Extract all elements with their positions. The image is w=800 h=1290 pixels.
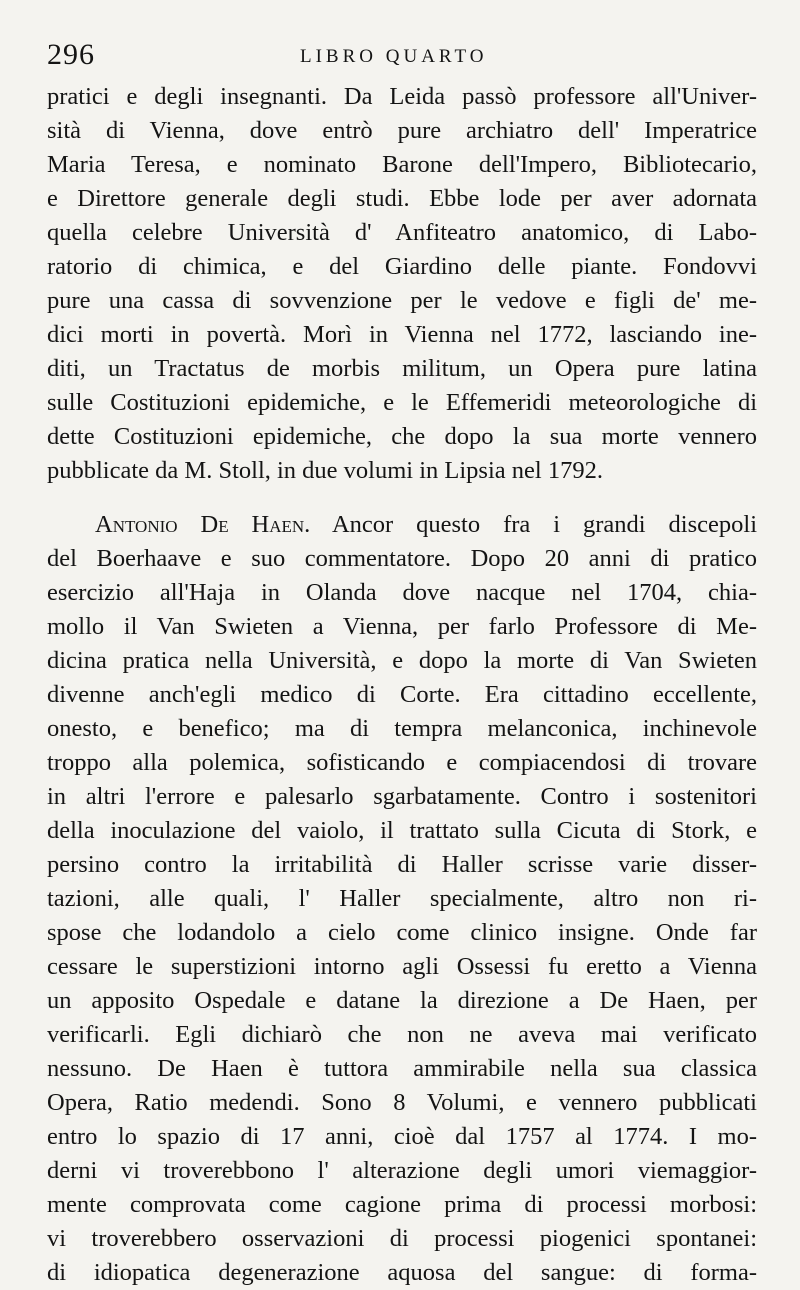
- text-line: dici morti in povertà. Morì in Vienna nel 1772, lasciando ine-: [47, 321, 757, 348]
- text-line: vi troverebbero osservazioni di processi piogenici spontanei:: [47, 1225, 757, 1252]
- text-line: cessare le superstizioni intorno agli Ossessi fu eretto a Vienna: [47, 953, 757, 980]
- text-line: mente comprovata come cagione prima di processi morbosi:: [47, 1191, 757, 1218]
- text-line: pubblicate da M. Stoll, in due volumi in Lipsia nel 1792.: [47, 457, 603, 484]
- text-line: pure una cassa di sovvenzione per le vedove e figli de' me-: [47, 287, 757, 314]
- text-line: troppo alla polemica, sofisticando e compiacendosi di trovare: [47, 749, 757, 776]
- text-line: e Direttore generale degli studi. Ebbe lode per aver adornata: [47, 185, 757, 212]
- text-line: sità di Vienna, dove entrò pure archiatro dell' Imperatrice: [47, 117, 757, 144]
- text-line: diti, un Tractatus de morbis militum, un Opera pure latina: [47, 355, 757, 382]
- text-line: di idiopatica degenerazione aquosa del sangue: di forma-: [47, 1259, 757, 1286]
- text-line: pratici e degli insegnanti. Da Leida passò professore all'Univer-: [47, 83, 757, 110]
- text-line: dicina pratica nella Università, e dopo la morte di Van Swieten: [47, 647, 757, 674]
- page-number: 296: [47, 38, 95, 71]
- text-line: Maria Teresa, e nominato Barone dell'Impero, Bibliotecario,: [47, 151, 757, 178]
- text-line: entro lo spazio di 17 anni, cioè dal 1757 al 1774. I mo-: [47, 1123, 757, 1150]
- text-line: derni vi troverebbono l' alterazione degli umori viemaggior-: [47, 1157, 757, 1184]
- text-line: onesto, e benefico; ma di tempra melanconica, inchinevole: [47, 715, 757, 742]
- text-line: in altri l'errore e palesarlo sgarbatamente. Contro i sostenitori: [47, 783, 757, 810]
- text-line: persino contro la irritabilità di Haller scrisse varie disser-: [47, 851, 757, 878]
- text-line: verificarli. Egli dichiarò che non ne aveva mai verificato: [47, 1021, 757, 1048]
- paragraph-first-line: [47, 508, 757, 542]
- text-line: mollo il Van Swieten a Vienna, per farlo Professore di Me-: [47, 613, 757, 640]
- text-line: un apposito Ospedale e datane la direzione a De Haen, per: [47, 987, 757, 1014]
- text-line: della inoculazione del vaiolo, il trattato sulla Cicuta di Stork, e: [47, 817, 757, 844]
- text-line: del Boerhaave e suo commentatore. Dopo 20 anni di pratico: [47, 545, 757, 572]
- text-line: Opera, Ratio medendi. Sono 8 Volumi, e vennero pubblicati: [47, 1089, 757, 1116]
- text-line: spose che lodandolo a cielo come clinico insigne. Onde far: [47, 919, 757, 946]
- text-line: divenne anch'egli medico di Corte. Era cittadino eccellente,: [47, 681, 757, 708]
- text-line: nessuno. De Haen è tuttora ammirabile nella sua classica: [47, 1055, 757, 1082]
- text-line: esercizio all'Haja in Olanda dove nacque nel 1704, chia-: [47, 579, 757, 606]
- text-line: dette Costituzioni epidemiche, che dopo la sua morte vennero: [47, 423, 757, 450]
- text-line: tazioni, alle quali, l' Haller specialmente, altro non ri-: [47, 885, 757, 912]
- text-line: quella celebre Università d' Anfiteatro anatomico, di Labo-: [47, 219, 757, 246]
- text-line: ratorio di chimica, e del Giardino delle piante. Fondovvi: [47, 253, 757, 280]
- page-header: [47, 38, 767, 78]
- text-line: sulle Costituzioni epidemiche, e le Effemeridi meteorologiche di: [47, 389, 757, 416]
- section-heading: Antonio De Haen.: [95, 511, 311, 538]
- text-line: Ancor questo fra i grandi discepoli: [331, 511, 757, 538]
- running-head: LIBRO QUARTO: [300, 46, 488, 67]
